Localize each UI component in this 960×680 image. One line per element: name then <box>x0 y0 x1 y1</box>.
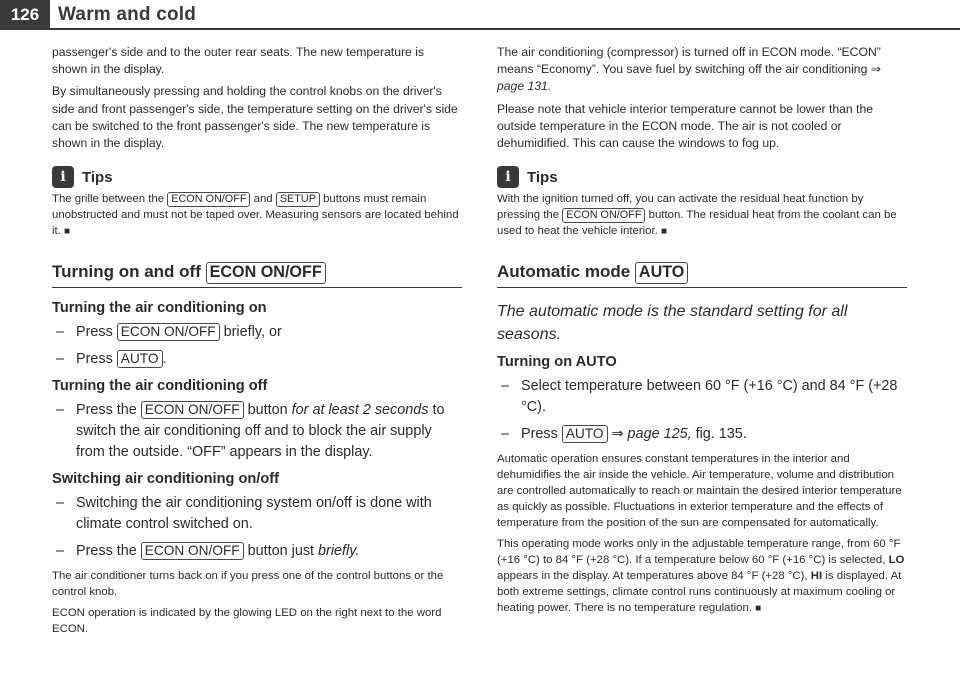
left-column <box>52 44 462 642</box>
page-reference: ⇒ page 125, <box>611 425 692 442</box>
header-rule <box>50 28 960 30</box>
tip-text: The grille between the ECON ON/OFF and SETUP buttons must remain unobstructed and must not be taped over. Measuring sensors are located behind it. ■ <box>52 193 459 238</box>
list-item: – Select temperature between 60 °F (+16 °C) and 84 °F (+28 °C). <box>497 376 907 418</box>
step-list <box>52 493 462 562</box>
auto-key: AUTO <box>117 350 163 368</box>
list-item: – Press AUTO ⇒ page 125, fig. 135. <box>497 424 907 445</box>
paragraph: By simultaneously pressing and holding the control knobs on the driver's side and front passenger's side, the temperature setting on the driver's side can be switched to the front passenger's side. The new temperature is shown in the display. <box>52 84 458 151</box>
section-heading-on-off: Turning on and off ECON ON/OFF <box>52 262 462 287</box>
page-number: 126 <box>0 0 50 30</box>
paragraph: Automatic operation ensures constant temperatures in the interior and dehumidifies the air inside the vehicle. Air temperature, volume and distribution are controlled automatically to reach or maintain the desired interior temperature as quickly as possible. Fluctuations in exterior temperature and the effects of temperature from the position of the sun are compensated for automatically. <box>497 452 902 529</box>
econ-key: ECON ON/OFF <box>167 192 250 207</box>
tips-label: Tips <box>82 168 113 186</box>
subheading: Turning the air conditioning on <box>52 299 267 316</box>
econ-key: ECON ON/OFF <box>141 542 244 560</box>
tips-label: Tips <box>527 168 558 186</box>
step-list <box>52 400 462 463</box>
info-icon: i <box>52 166 74 188</box>
paragraph: The air conditioner turns back on if you press one of the control buttons or the control knob. <box>52 569 444 598</box>
page-reference: ⇒ page 131. <box>497 62 881 94</box>
paragraph: This operating mode works only in the adjustable temperature range, from 60 °F (+16 °C) to 84 °F (+28 °C). If a temperature below 60 °F (+16 °C) is selected, LO appears in the display. At temperatures above 84 °F (+28 °C), HI is displayed. At both extreme settings, climate control runs continuously at maximum cooling or heating power. There is no temperature regulation. ■ <box>497 537 905 614</box>
section-intro: The automatic mode is the standard setting for all seasons. <box>497 302 848 343</box>
econ-key: ECON ON/OFF <box>206 262 326 283</box>
subheading: Turning the air conditioning off <box>52 377 268 394</box>
list-item: – Press the ECON ON/OFF button for at least 2 seconds to switch the air conditioning off and to block the air supply from the outside. “OFF” appears in the display. <box>52 400 462 463</box>
list-item: – Switching the air conditioning system on/off is done with climate control switched on. <box>52 493 462 535</box>
end-mark: ■ <box>661 226 668 238</box>
auto-key: AUTO <box>562 425 608 443</box>
list-item: – Press ECON ON/OFF briefly, or <box>52 322 462 343</box>
subheading: Switching air conditioning on/off <box>52 470 279 487</box>
paragraph: Please note that vehicle interior temperature cannot be lower than the outside temperature in the ECON mode. The air is not cooled or dehumidified. This can cause the windows to fog up. <box>497 101 874 151</box>
paragraph: The air conditioning (compressor) is turned off in ECON mode. “ECON” means “Economy”. You save fuel by switching off the air conditioning ⇒ page 131. <box>497 45 881 94</box>
list-item: – Press the ECON ON/OFF button just briefly. <box>52 541 462 562</box>
setup-key: SETUP <box>276 192 320 207</box>
econ-key: ECON ON/OFF <box>141 401 244 419</box>
auto-key: AUTO <box>635 262 688 283</box>
step-list <box>497 376 907 445</box>
step-list <box>52 322 462 370</box>
info-icon: i <box>497 166 519 188</box>
econ-key: ECON ON/OFF <box>117 323 220 341</box>
paragraph: passenger's side and to the outer rear seats. The new temperature is shown in the display. <box>52 45 424 77</box>
end-mark: ■ <box>64 226 71 238</box>
tips-heading <box>497 166 907 188</box>
subheading: Turning on AUTO <box>497 353 617 370</box>
right-column <box>497 44 907 622</box>
section-heading-automatic: Automatic mode AUTO <box>497 262 907 287</box>
tips-heading <box>52 166 462 188</box>
paragraph: ECON operation is indicated by the glowing LED on the right next to the word ECON. <box>52 606 442 635</box>
end-mark: ■ <box>755 602 762 614</box>
chapter-title: Warm and cold <box>58 4 197 25</box>
econ-key: ECON ON/OFF <box>562 208 645 223</box>
list-item: – Press AUTO . <box>52 349 462 370</box>
tip-text: With the ignition turned off, you can activate the residual heat function by pressing the ECON ON/OFF button. The residual heat from the coolant can be used to heat the vehicle interior. ■ <box>497 193 897 238</box>
page-header <box>0 0 960 34</box>
